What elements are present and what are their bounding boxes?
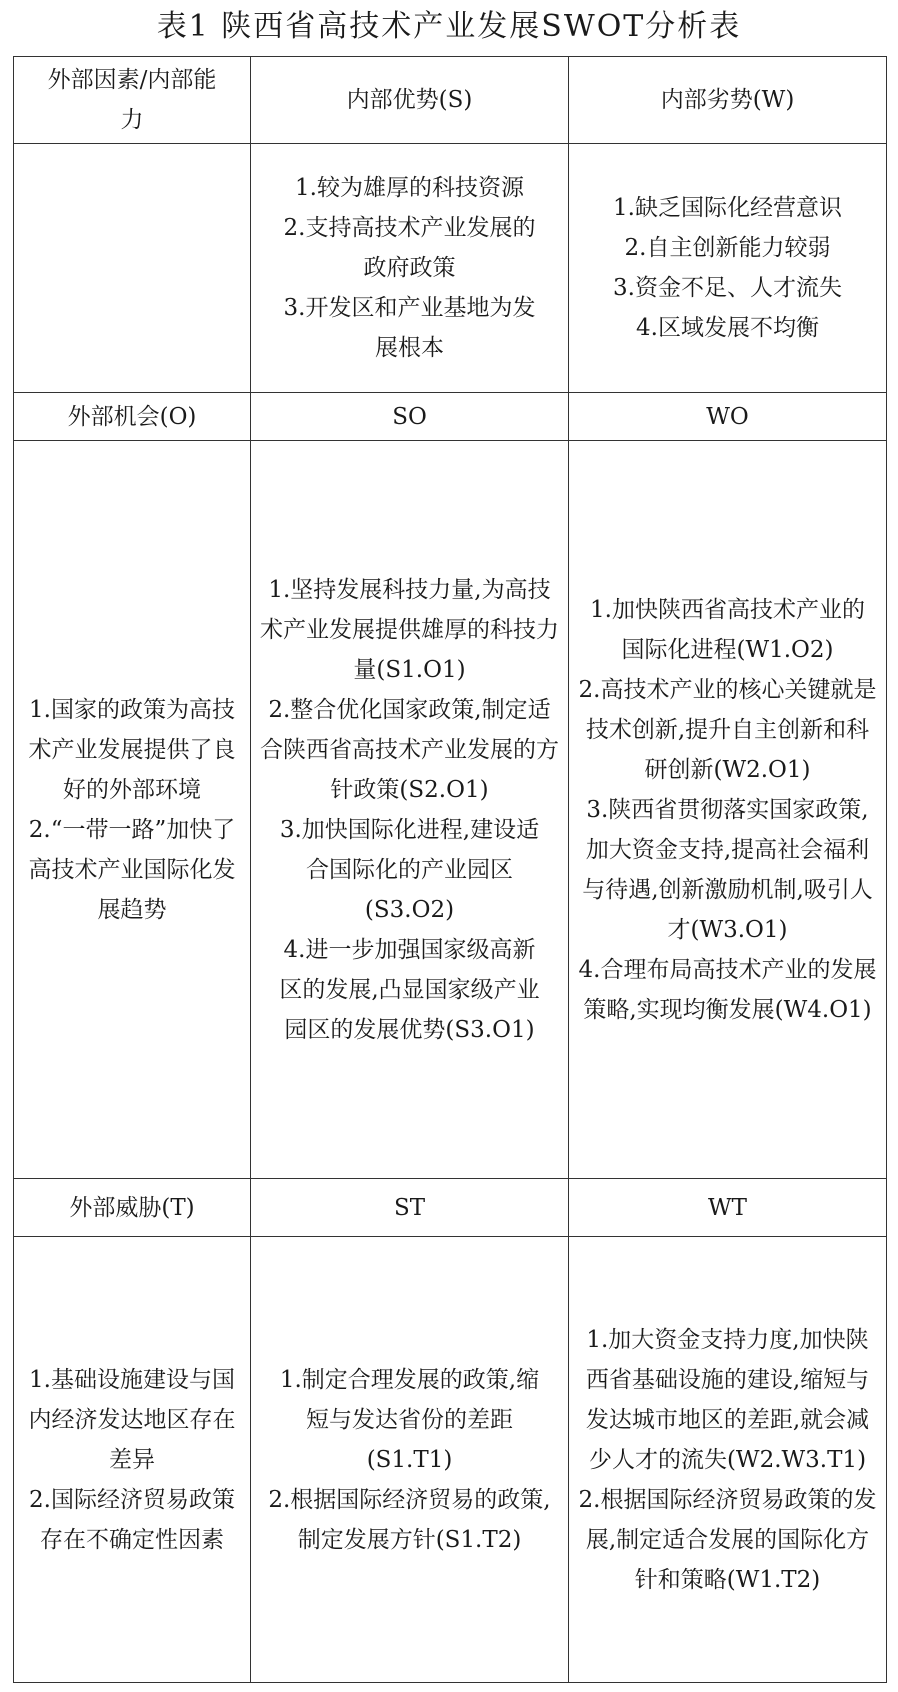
weaknesses-cell: [569, 144, 887, 393]
internal-row: [14, 144, 887, 393]
st-label: ST: [251, 1179, 569, 1237]
opportunity-item: 1.国家的政策为高技术产业发展提供了良好的外部环境: [28, 696, 236, 803]
strengths-header: 内部优势(S): [251, 57, 569, 144]
st-item: 2.根据国际经济贸易的政策,制定发展方针(S1.T2): [268, 1486, 551, 1553]
wo-label: WO: [569, 393, 887, 441]
threats-title-row: [14, 1179, 887, 1237]
wt-label: WT: [569, 1179, 887, 1237]
so-item: 3.加快国际化进程,建设适合国际化的产业园区(S3.O2): [279, 816, 540, 923]
so-item: 1.坚持发展科技力量,为高技术产业发展提供雄厚的科技力量(S1.O1): [260, 576, 559, 683]
so-cell: [251, 441, 569, 1179]
swot-table: [13, 56, 887, 1683]
weakness-item: 1.缺乏国际化经营意识: [613, 195, 842, 221]
wo-item: 4.合理布局高技术产业的发展策略,实现均衡发展(W4.O1): [578, 956, 877, 1023]
weakness-item: 4.区域发展不均衡: [636, 315, 819, 341]
opportunities-title-row: [14, 393, 887, 441]
header-row: [14, 57, 887, 144]
threats-label: 外部威胁(T): [14, 1179, 251, 1237]
so-item: 4.进一步加强国家级高新区的发展,凸显国家级产业园区的发展优势(S3.O1): [279, 936, 540, 1043]
wo-item: 2.高技术产业的核心关键就是技术创新,提升自主创新和科研创新(W2.O1): [578, 676, 877, 783]
wo-item: 3.陕西省贯彻落实国家政策,加大资金支持,提高社会福利与待遇,创新激励机制,吸引人才(W3.O1): [582, 796, 873, 943]
opportunities-label: 外部机会(O): [14, 393, 251, 441]
opportunity-item: 2.“一带一路”加快了高技术产业国际化发展趋势: [28, 816, 236, 923]
wt-item: 2.根据国际经济贸易政策的发展,制定适合发展的国际化方针和策略(W1.T2): [578, 1486, 877, 1593]
so-item: 2.整合优化国家政策,制定适合陕西省高技术产业发展的方针政策(S2.O1): [260, 696, 559, 803]
corner-cell: 外部因素/内部能力: [14, 57, 251, 144]
strength-item: 3.开发区和产业基地为发展根本: [283, 295, 536, 361]
table-title: 表1 陕西省高技术产业发展SWOT分析表: [156, 9, 742, 44]
opportunities-cell: [14, 441, 251, 1179]
threats-cell: [14, 1237, 251, 1683]
wt-cell: [569, 1237, 887, 1683]
threat-item: 2.国际经济贸易政策存在不确定性因素: [29, 1486, 235, 1553]
strengths-cell: [251, 144, 569, 393]
weakness-item: 2.自主创新能力较弱: [624, 235, 831, 261]
strength-item: 2.支持高技术产业发展的政府政策: [283, 215, 536, 281]
threat-item: 1.基础设施建设与国内经济发达地区存在差异: [28, 1366, 236, 1473]
weaknesses-header: 内部劣势(W): [569, 57, 887, 144]
wo-item: 1.加快陕西省高技术产业的国际化进程(W1.O2): [590, 596, 865, 663]
threats-row: [14, 1237, 887, 1683]
wo-cell: [569, 441, 887, 1179]
so-label: SO: [251, 393, 569, 441]
empty-cell: [14, 144, 251, 393]
opportunities-row: [14, 441, 887, 1179]
wt-item: 1.加大资金支持力度,加快陕西省基础设施的建设,缩短与发达城市地区的差距,就会减少人才的流失(W2.W3.T1): [585, 1326, 870, 1473]
st-item: 1.制定合理发展的政策,缩短与发达省份的差距(S1.T1): [279, 1366, 540, 1473]
st-cell: [251, 1237, 569, 1683]
weakness-item: 3.资金不足、人才流失: [613, 275, 842, 301]
strength-item: 1.较为雄厚的科技资源: [295, 175, 524, 201]
